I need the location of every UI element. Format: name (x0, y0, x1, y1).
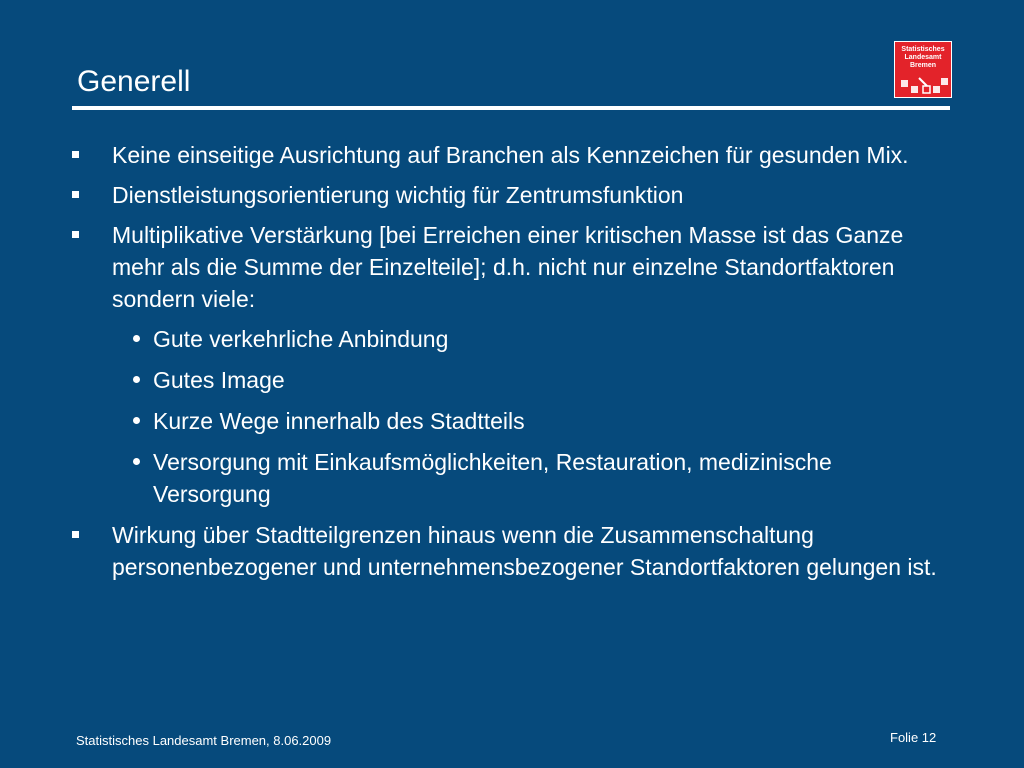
slide-title: Generell (77, 65, 191, 98)
bullet-list (72, 139, 952, 591)
sub-bullet-item (72, 446, 952, 510)
bullet-item (72, 519, 952, 583)
logo-line-1: Statistisches (901, 46, 945, 53)
square-bullet-icon (72, 151, 79, 158)
sub-bullet-item (72, 323, 952, 355)
sub-bullet-text: Kurze Wege innerhalb des Stadtteils (153, 408, 525, 434)
title-divider (72, 106, 950, 110)
bullet-item (72, 139, 952, 171)
square-bullet-icon (72, 531, 79, 538)
sub-bullet-item (72, 364, 952, 396)
bullet-item (72, 179, 952, 211)
logo-wordmark (895, 46, 951, 70)
footer-source: Statistisches Landesamt Bremen, 8.06.2009 (76, 733, 332, 748)
bullet-item (72, 219, 952, 315)
logo-line-3: Bremen (909, 62, 937, 69)
round-bullet-icon (133, 376, 140, 383)
round-bullet-icon (133, 417, 140, 424)
square-bullet-icon (72, 231, 79, 238)
bullet-text: Wirkung über Stadtteilgrenzen hinaus wenn die Zusammenschaltung personenbezogener und unternehmensbezogener Standortfaktoren gelungen ist. (112, 522, 937, 580)
sub-bullet-text: Gute verkehrliche Anbindung (153, 326, 449, 352)
square-bullet-icon (72, 191, 79, 198)
sub-bullet-item (72, 405, 952, 437)
bullet-text: Multiplikative Verstärkung [bei Erreichen einer kritischen Masse ist das Ganze mehr als die Summe der Einzelteile]; d.h. nicht nur einzelne Standortfaktoren sondern viele: (112, 222, 904, 312)
round-bullet-icon (133, 335, 140, 342)
sub-bullet-text: Gutes Image (153, 367, 285, 393)
bullet-text: Dienstleistungsorientierung wichtig für Zentrumsfunktion (112, 182, 684, 208)
sub-bullet-text: Versorgung mit Einkaufsmöglichkeiten, Restauration, medizinische Versorgung (153, 449, 832, 507)
round-bullet-icon (133, 458, 140, 465)
bullet-text: Keine einseitige Ausrichtung auf Branchen als Kennzeichen für gesunden Mix. (112, 142, 909, 168)
logo-line-2: Landesamt (904, 54, 942, 61)
statistisches-landesamt-logo (894, 41, 952, 98)
slide-number: Folie 12 (890, 730, 937, 745)
